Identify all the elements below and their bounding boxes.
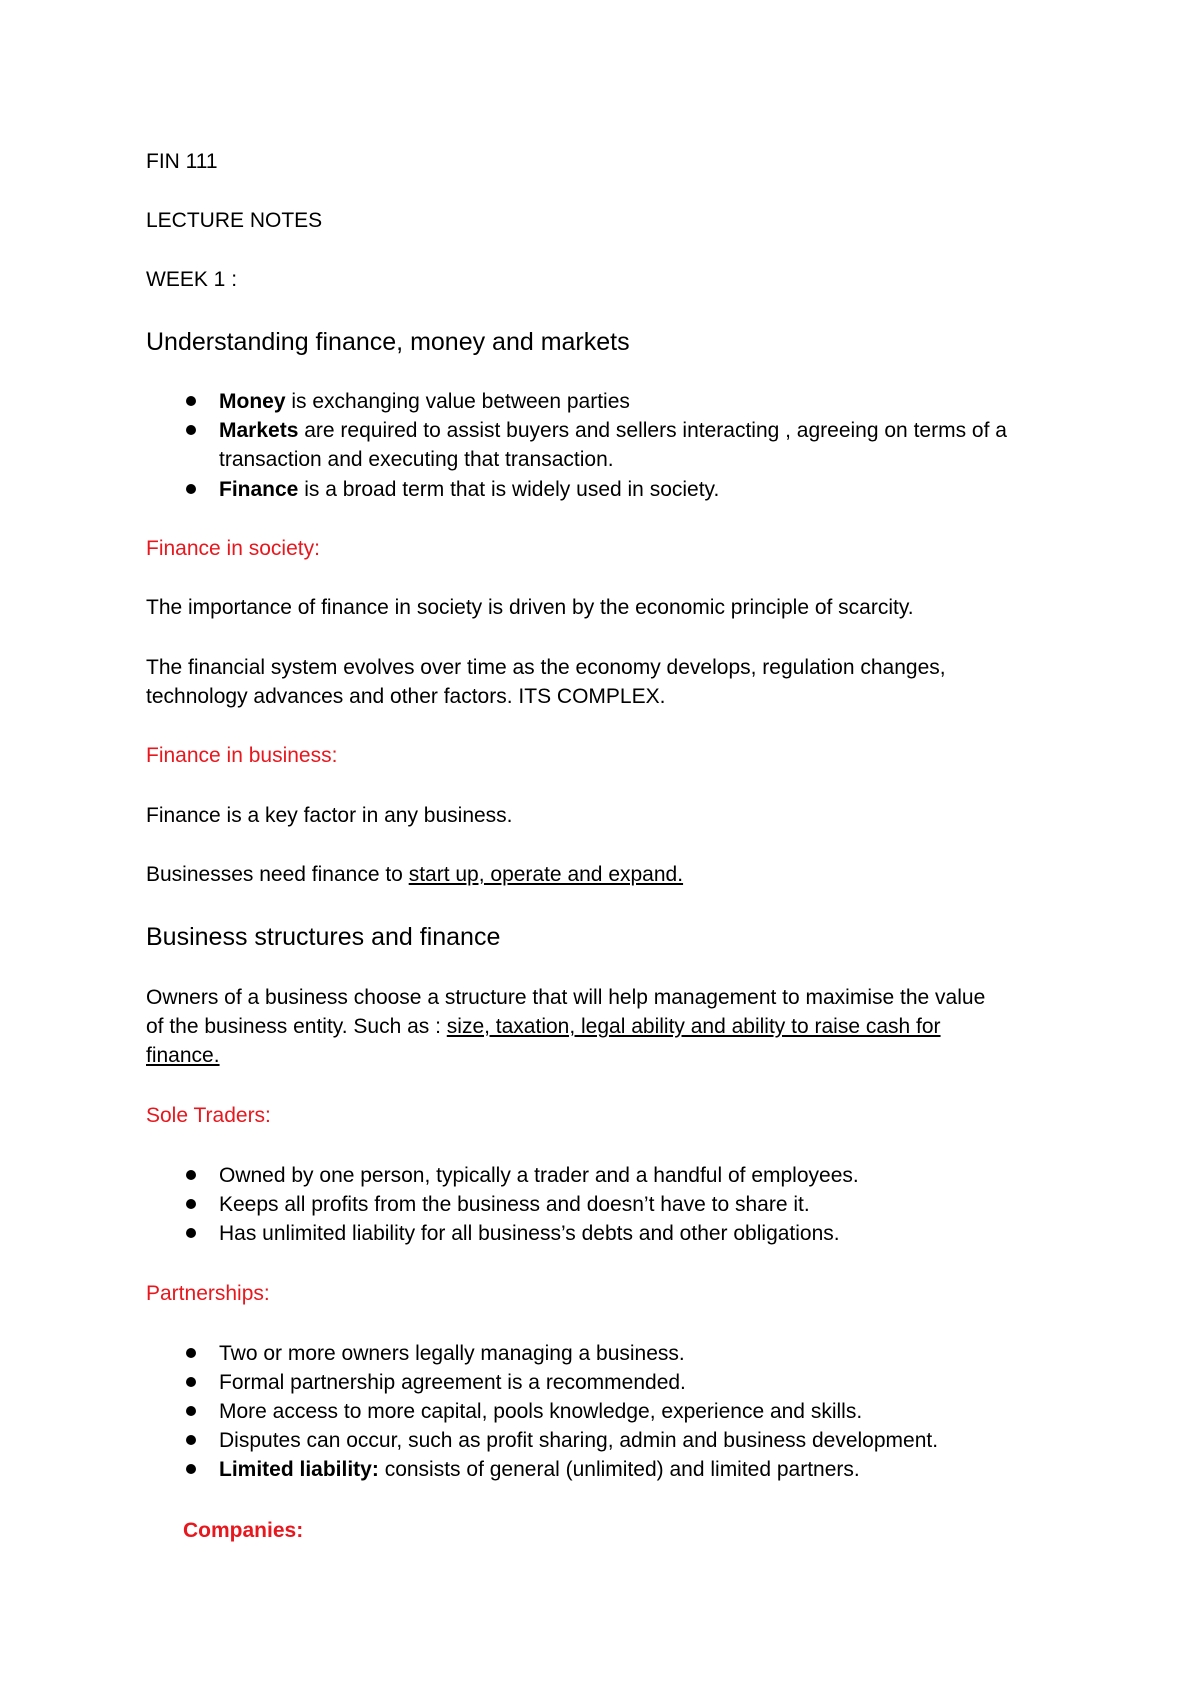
bullet-icon <box>186 1377 196 1387</box>
bullet-icon <box>186 1435 196 1445</box>
bullet-text: Keeps all profits from the business and doesn’t have to share it. <box>219 1193 810 1216</box>
bullet-icon <box>186 484 196 494</box>
bold-term: Limited liability: <box>219 1458 379 1481</box>
paragraph: The financial system evolves over time as the economy develops, regulation changes, <box>146 656 946 679</box>
bullet-icon <box>186 1348 196 1358</box>
bullet-icon <box>186 1228 196 1238</box>
paragraph: The importance of finance in society is driven by the economic principle of scarcity. <box>146 596 914 619</box>
underlined-phrase: start up, operate and expand. <box>408 863 684 886</box>
bullet-icon <box>186 1464 196 1474</box>
subheading-finance-in-business: Finance in business: <box>146 744 338 767</box>
bullet-text: is exchanging value between parties <box>285 390 630 413</box>
bullet-text: are required to assist buyers and sellers interacting , agreeing on terms of a <box>298 419 1007 442</box>
bullet-text: More access to more capital, pools knowledge, experience and skills. <box>219 1400 863 1423</box>
bullet-text: Two or more owners legally managing a business. <box>219 1342 685 1365</box>
section-heading-business-structures: Business structures and finance <box>146 923 501 951</box>
bullet-text: Has unlimited liability for all business’s debts and other obligations. <box>219 1222 840 1245</box>
bullet-text-continued: transaction and executing that transaction. <box>219 448 614 471</box>
bullet-text: Formal partnership agreement is a recommended. <box>219 1371 686 1394</box>
week-label: WEEK 1 : <box>146 268 238 291</box>
bullet-text: is a broad term that is widely used in society. <box>298 478 720 501</box>
subheading-companies: Companies: <box>183 1519 304 1542</box>
subheading-partnerships: Partnerships: <box>146 1282 270 1305</box>
subheading-finance-in-society: Finance in society: <box>146 537 320 560</box>
paragraph: of the business entity. Such as : size, taxation, legal ability and ability to raise cash for <box>146 1015 941 1038</box>
underlined-phrase: size, taxation, legal ability and ability to raise cash for <box>446 1015 941 1038</box>
bullet-icon <box>186 1170 196 1180</box>
notes-title: LECTURE NOTES <box>146 209 323 232</box>
subheading-sole-traders: Sole Traders: <box>146 1104 271 1127</box>
bullet-icon <box>186 1199 196 1209</box>
bold-term: Markets <box>219 419 299 442</box>
course-code: FIN 111 <box>146 150 218 173</box>
paragraph: Owners of a business choose a structure that will help management to maximise the value <box>146 986 986 1009</box>
paragraph: Finance is a key factor in any business. <box>146 804 513 827</box>
bullet-text: consists of general (unlimited) and limited partners. <box>378 1458 860 1481</box>
bullet-text: Owned by one person, typically a trader and a handful of employees. <box>219 1164 859 1187</box>
bullet-icon <box>186 396 196 406</box>
section-heading-finance-money-markets: Understanding finance, money and markets <box>146 328 630 356</box>
bullet-icon <box>186 425 196 435</box>
bold-term: Money <box>219 390 286 413</box>
bullet-icon <box>186 1406 196 1416</box>
underlined-phrase: finance. <box>146 1044 220 1067</box>
paragraph: technology advances and other factors. ITS COMPLEX. <box>146 685 666 708</box>
bullet-text: Disputes can occur, such as profit sharing, admin and business development. <box>219 1429 939 1452</box>
paragraph: Businesses need finance to start up, operate and expand. <box>146 863 684 886</box>
bold-term: Finance <box>219 478 299 501</box>
